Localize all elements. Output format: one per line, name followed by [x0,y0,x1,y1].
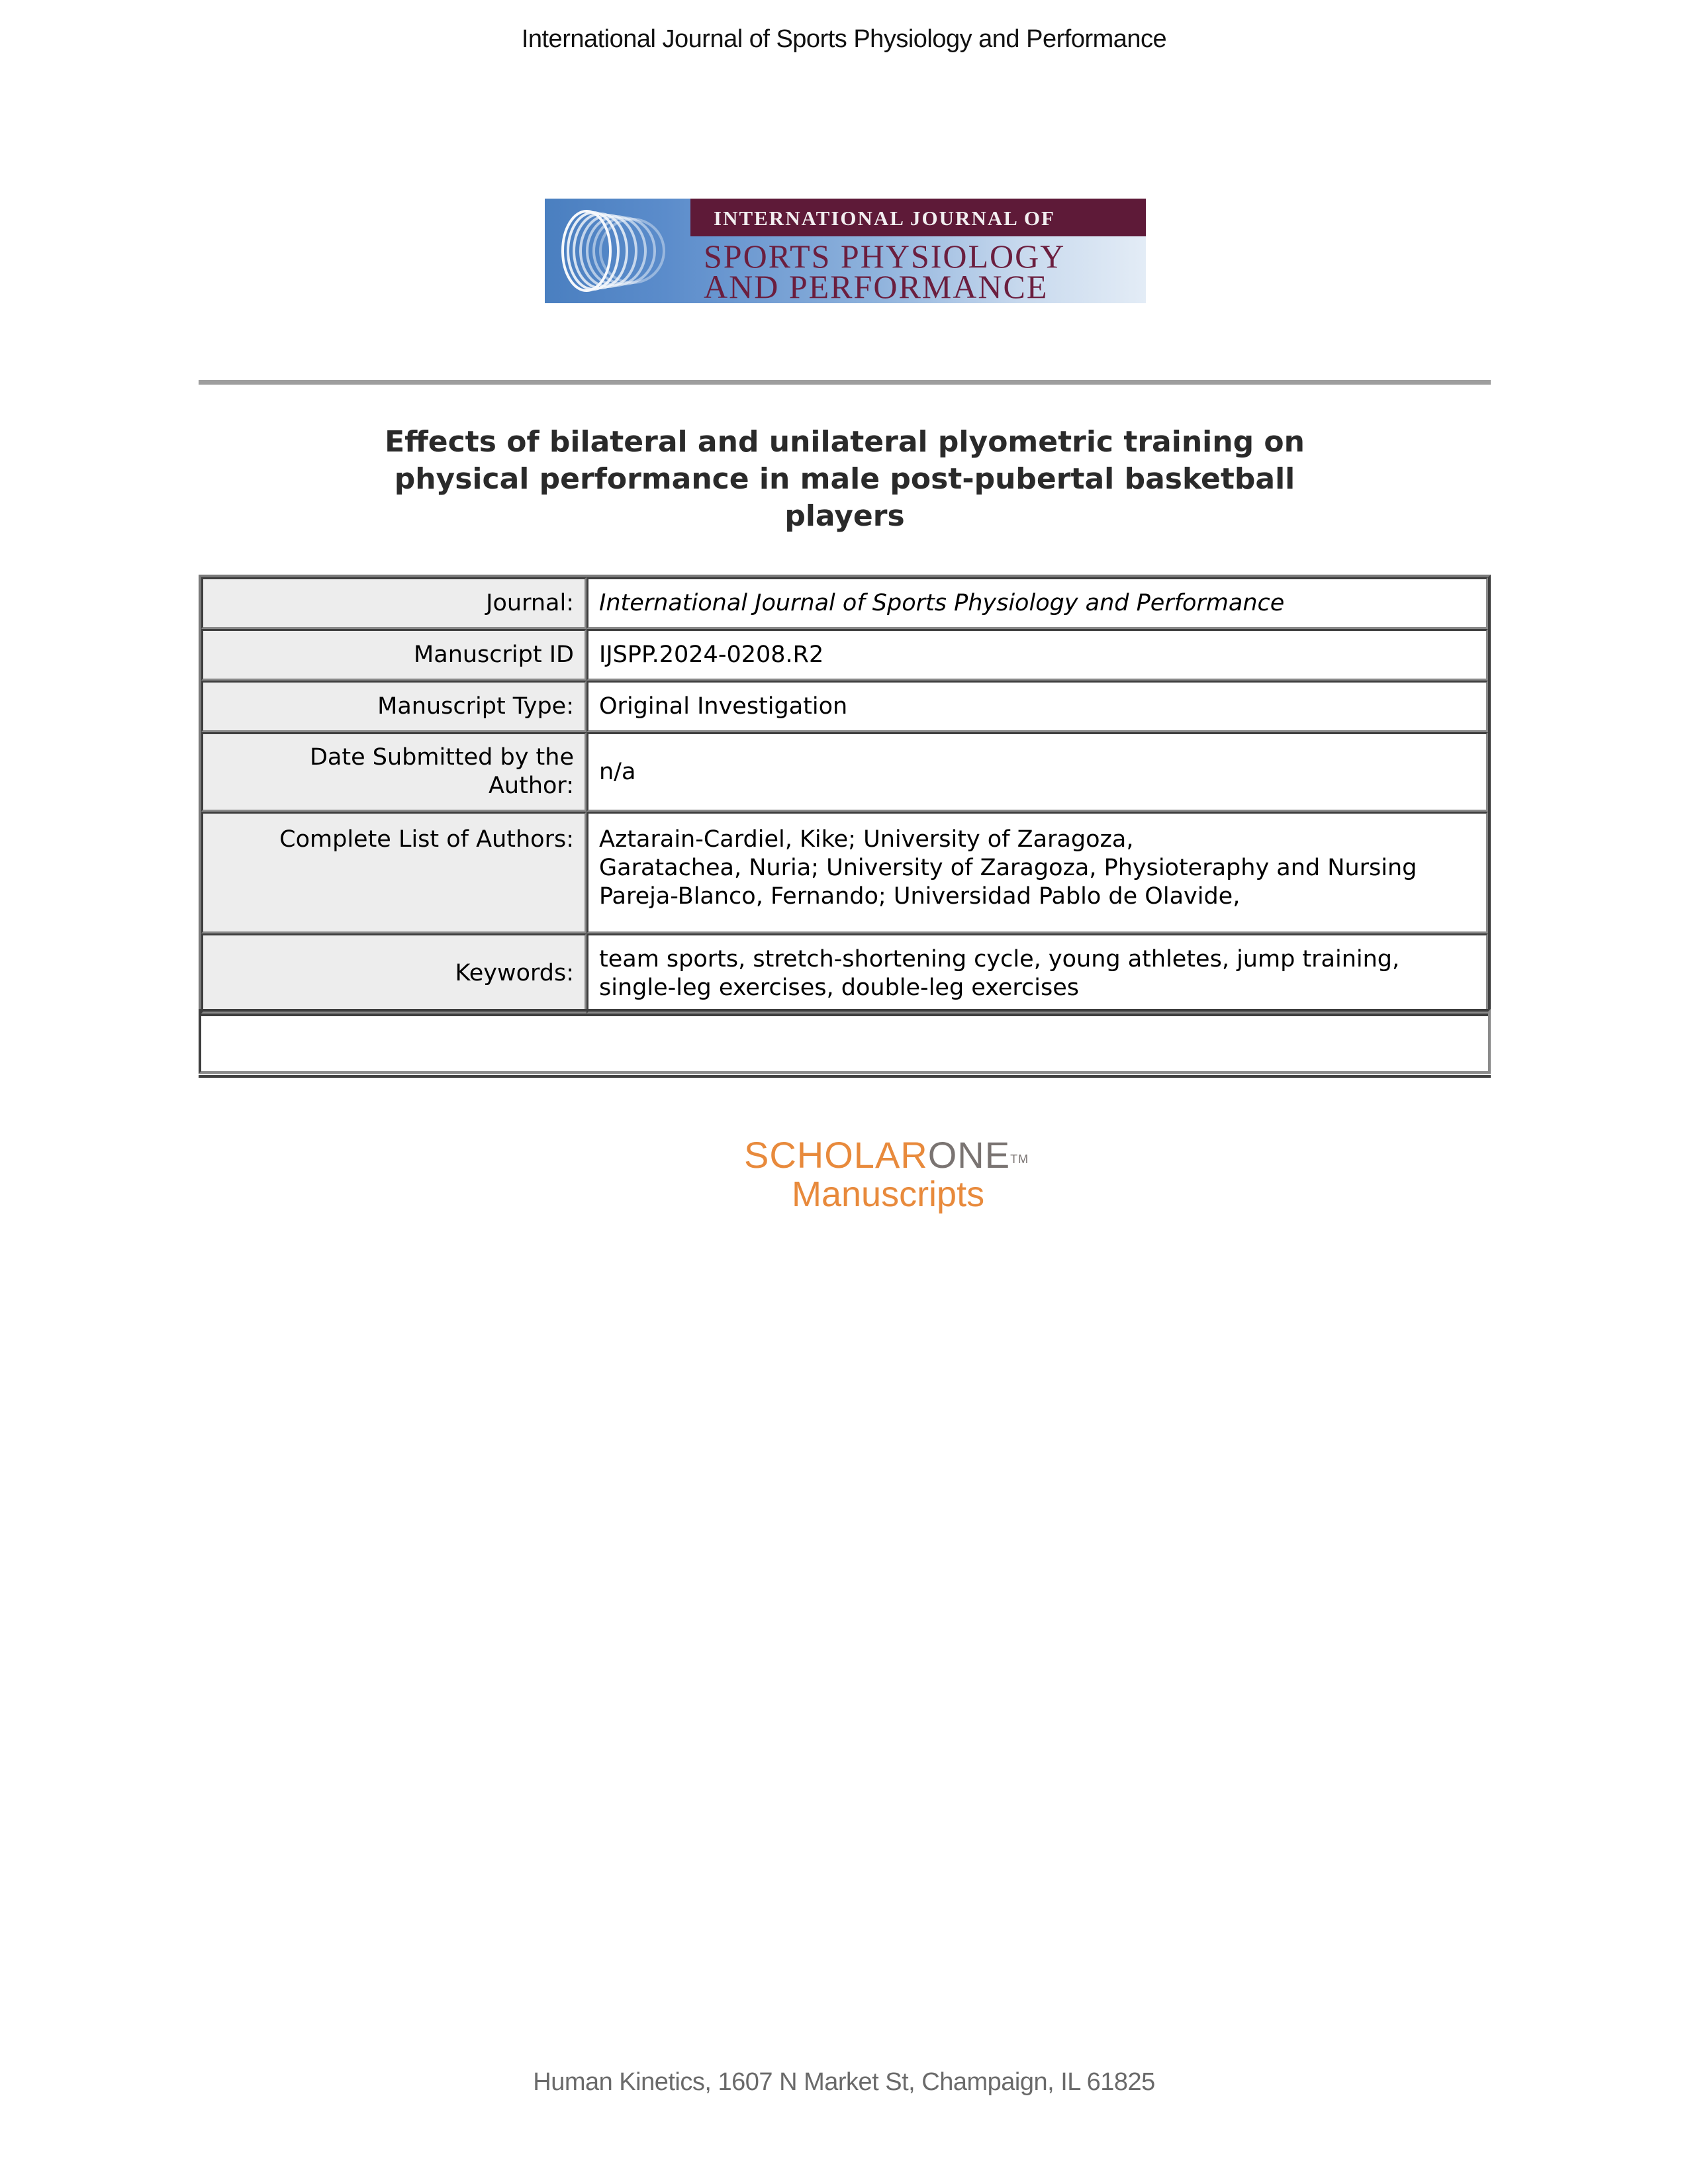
row-value: International Journal of Sports Physiology and Performance [586,577,1488,629]
scholarone-logo [744,1135,1029,1213]
row-value [586,812,1488,933]
label-line: Date Submitted by the [309,744,574,771]
table-row-journal [201,577,1488,629]
banner-top-text: INTERNATIONAL JOURNAL OF [714,207,1055,230]
row-label: Manuscript ID [201,629,586,681]
banner-line-2: AND PERFORMANCE [704,268,1049,303]
row-value [586,933,1488,1014]
author-line: Pareja-Blanco, Fernando; Universidad Pablo de Olavide, [599,883,1241,910]
banner-line-1: SPORTS PHYSIOLOGY [704,238,1066,275]
journal-logo-banner [545,199,1146,303]
trademark-mark: TM [1010,1153,1029,1166]
row-label: Journal: [201,577,586,629]
row-label: Keywords: [201,933,586,1014]
table-row-authors [201,812,1488,933]
author-line: Aztarain-Cardiel, Kike; University of Zaragoza, [599,826,1134,853]
keyword-line: team sports, stretch-shortening cycle, young athletes, jump training, [599,945,1400,973]
label-line: Author: [488,773,574,799]
row-value: Original Investigation [586,681,1488,732]
row-label: Manuscript Type: [201,681,586,732]
manuscript-metadata-table [199,575,1491,1016]
keyword-line: single-leg exercises, double-leg exercises [599,974,1079,1001]
row-value: n/a [586,732,1488,812]
row-value: IJSPP.2024-0208.R2 [586,629,1488,681]
title-line: players [784,499,905,533]
table-row-manuscript-id [201,629,1488,681]
title-line: physical performance in male post-pubertal basketball [394,462,1295,496]
running-head: International Journal of Sports Physiology and Performance [521,25,1167,53]
scholarone-manuscripts: Manuscripts [792,1174,985,1214]
rings-logo-icon [557,204,676,298]
row-label: Complete List of Authors: [201,812,586,933]
scholarone-part1: SCHOLAR [744,1134,928,1176]
table-row-keywords [201,933,1488,1014]
publisher-address: Human Kinetics, 1607 N Market St, Champaign, IL 61825 [533,2068,1155,2096]
table-row-manuscript-type [201,681,1488,732]
article-title [199,424,1491,535]
author-line: Garatachea, Nuria; University of Zaragoza, Physioteraphy and Nursing [599,855,1417,881]
empty-abstract-box [199,1009,1491,1074]
title-line: Effects of bilateral and unilateral plyometric training on [385,425,1305,459]
table-row-date-submitted [201,732,1488,812]
row-label [201,732,586,812]
horizontal-rule [199,380,1491,385]
scholarone-part2: ONE [927,1134,1011,1176]
